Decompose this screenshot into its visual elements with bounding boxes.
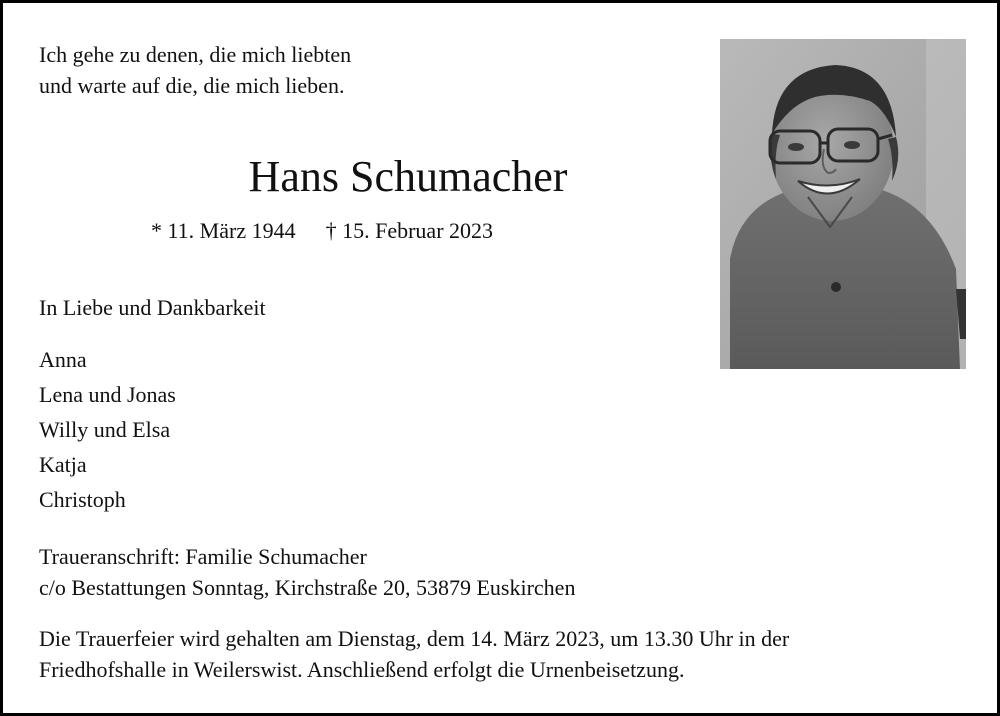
- mourner-item: Lena und Jonas: [39, 382, 176, 407]
- ceremony-line-1: Die Trauerfeier wird gehalten am Dienstag, dem 14. März 2023, um 13.30 Uhr in der: [39, 626, 790, 651]
- quote-line-1: Ich gehe zu denen, die mich liebten: [39, 42, 352, 67]
- mourner-item: Willy und Elsa: [39, 417, 171, 442]
- address-line-2: c/o Bestattungen Sonntag, Kirchstraße 20, 53879 Euskirchen: [39, 575, 576, 600]
- ceremony-line-2: Friedhofshalle in Weilerswist. Anschließend erfolgt die Urnenbeisetzung.: [39, 657, 685, 682]
- deceased-name: Hans Schumacher: [248, 152, 568, 201]
- mourner-item: Christoph: [39, 487, 126, 512]
- memorial-quote: [39, 39, 351, 101]
- quote-line-2: und warte auf die, die mich lieben.: [39, 73, 345, 98]
- closing-phrase: In Liebe und Dankbarkeit: [39, 295, 266, 320]
- portrait-photo: [720, 39, 966, 369]
- birth-date: * 11. März 1944: [151, 218, 296, 243]
- mourner-item: Katja: [39, 452, 87, 477]
- address-line-1: Traueranschrift: Familie Schumacher: [39, 544, 367, 569]
- mourners-list: [39, 342, 176, 517]
- mourning-address: [39, 541, 575, 603]
- ceremony-info: [39, 623, 789, 685]
- portrait-photo-image: [720, 39, 966, 369]
- mourner-item: Anna: [39, 347, 87, 372]
- life-dates: [151, 216, 493, 246]
- death-date: † 15. Februar 2023: [325, 218, 494, 243]
